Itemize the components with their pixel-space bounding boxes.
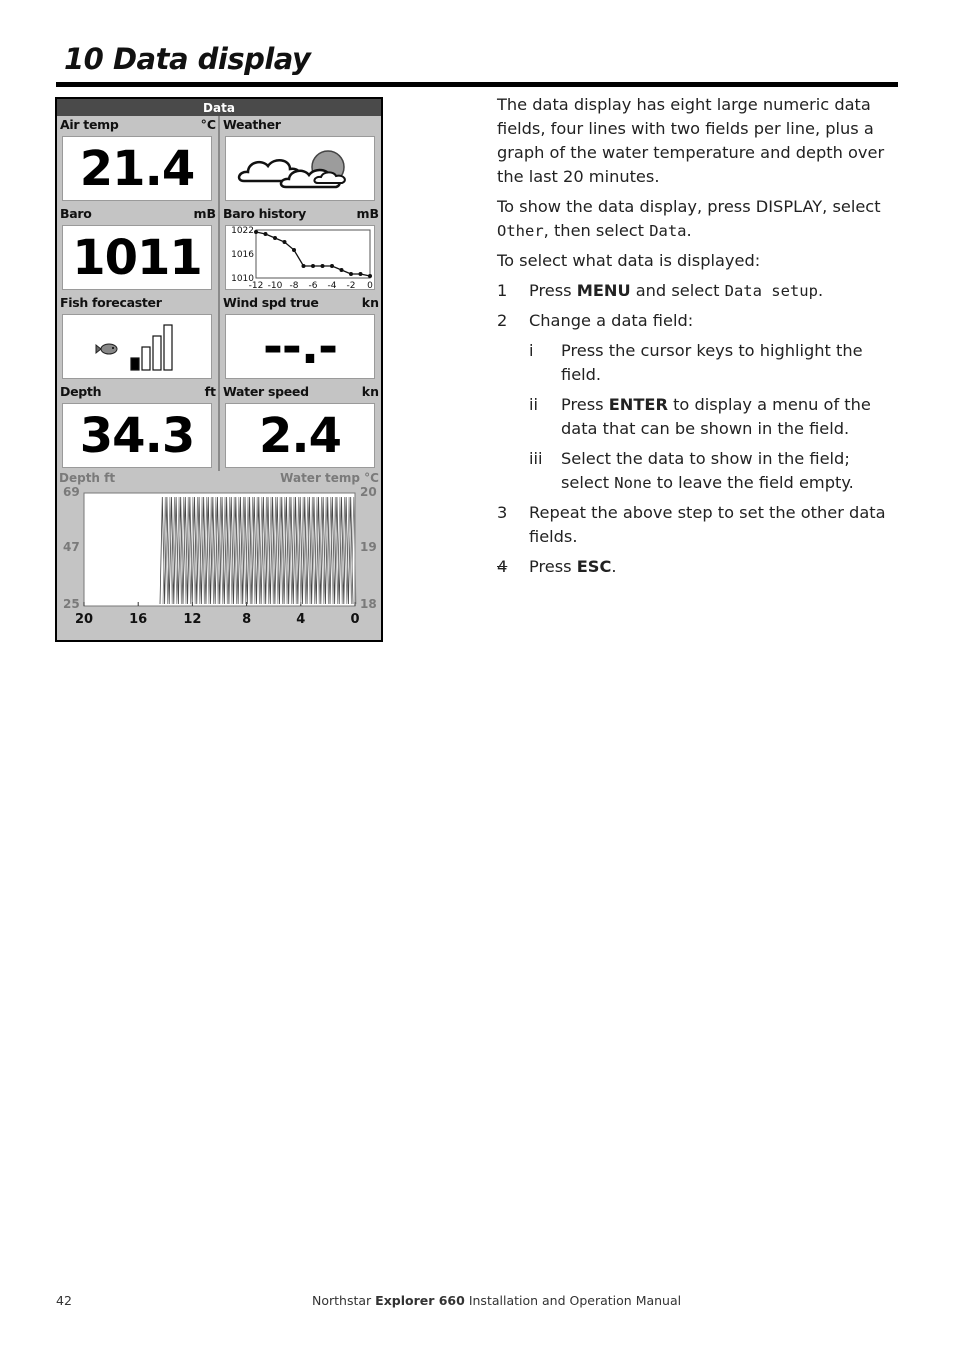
field-value-box [225, 403, 375, 468]
baro-history-point [340, 268, 344, 272]
field-value: 1011 [72, 230, 202, 286]
baro-history-point [292, 248, 296, 252]
field-value: 2.4 [258, 408, 342, 464]
baro-history-point [359, 272, 363, 276]
field-label: Weather [223, 117, 281, 132]
baro-history-point [330, 264, 334, 268]
baro-x-tick-label: 0 [367, 281, 373, 289]
step-number: ii [529, 395, 538, 414]
field-fish-forecaster[interactable] [57, 294, 218, 382]
fish-icon [96, 344, 117, 354]
baro-history-point [283, 240, 287, 244]
footer-title [312, 1293, 681, 1308]
text: . [686, 221, 692, 240]
graph-right-tick-label: 18 [360, 597, 377, 611]
text: Press [529, 281, 577, 300]
field-value-box [225, 225, 375, 290]
forecast-bar [131, 358, 139, 370]
graph-x-tick-label: 0 [350, 612, 360, 627]
field-air-temp[interactable] [57, 116, 218, 204]
baro-history-point [321, 264, 325, 268]
text: to display a menu of the data that can be shown in the field. [561, 395, 871, 438]
step-4 [497, 555, 899, 579]
field-baro[interactable] [57, 205, 218, 293]
field-label: Fish forecaster [60, 295, 162, 310]
field-label: Air temp [60, 117, 119, 132]
code-data-setup: Data setup [724, 282, 818, 300]
baro-history-point [349, 272, 353, 276]
step-number: i [529, 341, 534, 360]
field-value-box [62, 136, 212, 201]
field-unit: mB [356, 206, 379, 221]
key-enter: ENTER [608, 395, 668, 414]
graph-right-tick-label: 19 [360, 540, 377, 554]
field-value-box [225, 314, 375, 379]
text: Press the cursor keys to highlight the field. [561, 341, 863, 384]
step-number: 3 [497, 503, 508, 522]
baro-history-chart [226, 226, 374, 289]
fish-forecast-graphic [63, 315, 211, 378]
substep-iii [497, 447, 899, 495]
intro-paragraph: The data display has eight large numeric data fields, four lines with two fields per line, plus a graph of the water temperature and depth over the last 20 minutes. [497, 95, 885, 186]
baro-x-tick-label: -10 [267, 281, 283, 289]
text: to leave the field empty. [651, 473, 854, 492]
code-data: Data [649, 222, 687, 240]
text: Press [529, 557, 577, 576]
cloudy-weather-icon [226, 137, 374, 200]
text: To show the data display, press DISPLAY, select [497, 197, 881, 216]
step-number: 1 [497, 281, 508, 300]
field-unit: kn [361, 295, 379, 310]
step-2 [497, 309, 899, 333]
forecast-bar [153, 336, 161, 370]
forecast-bar [142, 347, 150, 370]
baro-y-tick-label: 1022 [231, 226, 254, 236]
screen-title: Data [57, 99, 381, 116]
key-esc: ESC [576, 557, 612, 576]
baro-x-tick-label: -4 [327, 281, 337, 289]
graph-left-label: Depth ft [59, 471, 116, 485]
text: and select [630, 281, 725, 300]
page-number: 42 [56, 1293, 72, 1308]
body-text [497, 93, 899, 585]
text: , then select [543, 221, 650, 240]
graph-x-tick-label: 16 [129, 612, 148, 627]
baro-x-tick-label: -2 [346, 281, 356, 289]
title-rule [56, 82, 898, 87]
data-display-screenshot [55, 97, 383, 642]
field-unit: °C [200, 117, 216, 132]
graph-x-tick-label: 4 [296, 612, 306, 627]
baro-history-point [273, 236, 277, 240]
field-unit: mB [193, 206, 216, 221]
step-number: iii [529, 449, 543, 468]
graph-left-tick-label: 47 [63, 540, 80, 554]
step-1 [497, 279, 899, 303]
graph-x-tick-label: 12 [183, 612, 202, 627]
field-wind-speed-true[interactable] [220, 294, 381, 382]
step-number: 2 [497, 311, 508, 330]
text: Press [561, 395, 609, 414]
graph-right-tick-label: 20 [360, 485, 377, 499]
field-value-box [62, 403, 212, 468]
field-value-box [62, 314, 212, 379]
substep-ii [497, 393, 899, 441]
field-baro-history[interactable] [220, 205, 381, 293]
page-title: 10 Data display [64, 42, 311, 76]
graph-right-label: Water temp °C [280, 471, 379, 485]
field-label: Depth [60, 384, 102, 399]
baro-x-tick-label: -12 [248, 281, 264, 289]
code-none: None [614, 474, 652, 492]
forecast-bar [164, 325, 172, 370]
field-label: Wind spd true [223, 295, 319, 310]
select-intro: To select what data is displayed: [497, 251, 761, 270]
field-value-box [62, 225, 212, 290]
field-unit: kn [361, 384, 379, 399]
code-other: Other [497, 222, 544, 240]
baro-x-tick-label: -6 [308, 281, 318, 289]
text: . [611, 557, 617, 576]
graph-left-tick-label: 25 [63, 597, 80, 611]
substep-i [497, 339, 899, 387]
baro-y-tick-label: 1016 [231, 250, 254, 260]
field-weather[interactable] [220, 116, 381, 204]
text: . [817, 281, 824, 300]
baro-history-point [368, 274, 372, 278]
field-water-speed[interactable] [220, 383, 381, 471]
field-label: Water speed [223, 384, 309, 399]
step-number: 4 [497, 557, 508, 576]
baro-history-point [264, 232, 268, 236]
field-label: Baro history [223, 206, 306, 221]
baro-history-point [311, 264, 315, 268]
show-paragraph [497, 195, 899, 243]
depth-temp-graph [57, 471, 381, 640]
key-menu: MENU [576, 281, 631, 300]
step-3 [497, 501, 899, 549]
baro-history-point [254, 230, 258, 234]
field-value: 21.4 [79, 141, 195, 197]
baro-history-point [302, 264, 306, 268]
field-depth[interactable] [57, 383, 218, 471]
baro-y-tick-label: 1010 [231, 274, 254, 284]
field-value: --.- [263, 319, 337, 375]
field-value: 34.3 [79, 408, 195, 464]
text: Installation and Operation Manual [464, 1293, 682, 1308]
field-label: Baro [60, 206, 92, 221]
graph-x-tick-label: 8 [242, 612, 252, 627]
product-name: Explorer 660 [375, 1293, 465, 1308]
depth-temp-graph-panel [57, 471, 381, 640]
graph-x-tick-label: 20 [74, 612, 94, 627]
field-value-box [225, 136, 375, 201]
baro-x-tick-label: -8 [289, 281, 299, 289]
text: Select the data to show in the field; select [561, 449, 850, 492]
graph-left-tick-label: 69 [63, 485, 80, 499]
text: Northstar [312, 1293, 376, 1308]
field-unit: ft [204, 384, 216, 399]
text: Repeat the above step to set the other data fields. [529, 503, 886, 546]
text: Change a data field: [529, 311, 694, 330]
